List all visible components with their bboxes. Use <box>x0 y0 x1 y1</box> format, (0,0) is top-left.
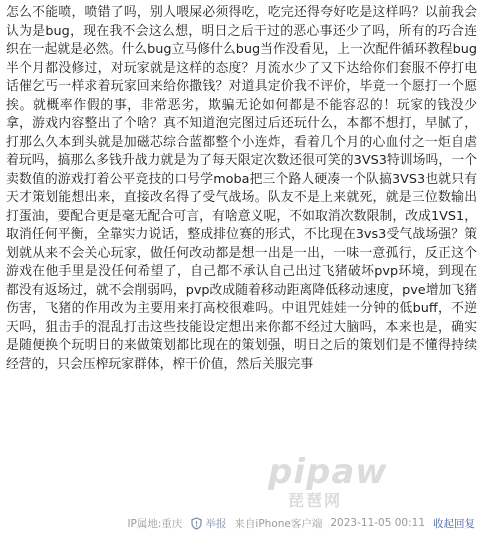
shield-report-icon <box>190 517 203 530</box>
post-body-text: 怎么不能喷，喷错了吗，别人喂屎必须得吃，吃完还得夸好吃是这样吗？以前我会认为是bug，现在我不会这么想，明日之后干过的恶心事还少了吗，所有的巧合连织在一起就是必然。什么bug立马修什么bug当作没看见，上一次配件循环教程bug半个月都没修过，对玩家就是这样的态度？月流水少了又下达给你们套服不停打电话催乞丐一样求着玩家回来给你撒钱？对道具定价我不评价，毕竟一个愿打一个愿挨。就概率作假的事，非常恶劣，欺骗无论如何都是不能容忍的！玩家的钱没少拿，游戏内容整出了个啥？真不知道泡完图过后还玩什么，本都不想打，早腻了，打那么久本到头就是加磁芯综合蓝都整个小连炸，看着几个月的心血付之一炬自虐着玩吗，搞那么多钱升战力就是为了每天限定次数还很可笑的3VS3特训场吗，一个卖数值的游戏打着公平竞技的口号学moba把三个路人硬凑一个队搞3VS3也就只有天才策划能想出来，直接改名得了受气战场。队友不是上来就死，就是三位数输出打蛋油，要配合更是毫无配合可言，有啥意义呢，不如取消次数限制，改成1VS1，取消任何平衡，全靠实力说话，整成排位赛的形式，不比现在3vs3受气战场强？策划就从来不会关心玩家，做任何改动都是想一出是一出，一味一意孤行，反正这个游戏在他手里是没任何希望了，自己都不承认自己出过飞猪破坏pvp环境，到现在都没有返场过，就不会削弱吗，pvp改成随着移动距离降低移动速度，pve增加飞猪伤害，飞猪的作用改为主要用来打高校很难吗。中诅咒娃娃一分钟的低buff，不逆天吗，狙击手的混乱打击这些技能设定想出来你都不经过大脑吗，本来也是，确实是随便换个玩明日的来做策划都比现在的策划强，明日之后的策划们是不懂得持续经营的，只会压榨玩家群体，榨干价值，然后关服完事 <box>6 5 477 372</box>
report-label: 举报 <box>205 517 227 530</box>
ip-location: IP属地:重庆 <box>127 517 183 530</box>
post-timestamp: 2023-11-05 00:11 <box>330 517 425 529</box>
post-footer <box>0 510 483 536</box>
report-link[interactable] <box>190 516 226 531</box>
collapse-replies-button[interactable]: 收起回复 <box>433 517 475 530</box>
post-source: 来自iPhone客户端 <box>234 517 323 530</box>
watermark-latin: pipaw <box>268 452 388 492</box>
site-watermark <box>268 452 398 508</box>
watermark-chinese: 琵琶网 <box>288 491 343 510</box>
